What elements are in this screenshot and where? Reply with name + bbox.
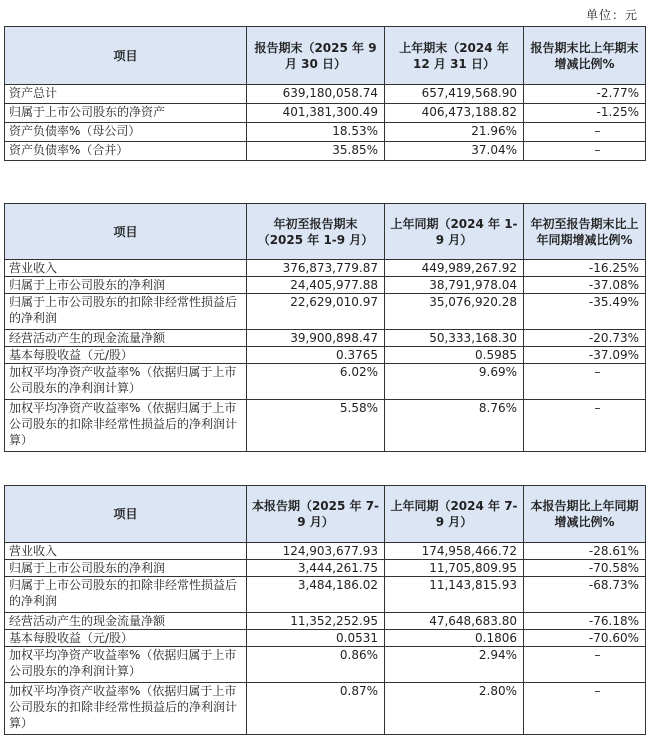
previous-value: 0.5985 — [385, 347, 524, 364]
row-label: 加权平均净资产收益率%（依据归属于上市公司股东的净利润计算） — [5, 364, 247, 400]
table-row — [5, 347, 646, 364]
header-item: 项目 — [5, 486, 247, 543]
row-label: 加权平均净资产收益率%（依据归属于上市公司股东的扣除非经常性损益后的净利润计算） — [5, 400, 247, 452]
change-value: -35.49% — [524, 294, 646, 330]
previous-value: 174,958,466.72 — [385, 543, 524, 560]
change-value: – — [524, 647, 646, 683]
table-row — [5, 630, 646, 647]
current-value: 18.53% — [247, 123, 385, 142]
header-previous: 上年同期（2024 年 1-9 月） — [385, 204, 524, 260]
previous-value: 0.1806 — [385, 630, 524, 647]
table-row — [5, 613, 646, 630]
current-value: 124,903,677.93 — [247, 543, 385, 560]
table-row — [5, 85, 646, 104]
row-label: 归属于上市公司股东的净资产 — [5, 104, 247, 123]
table-row — [5, 543, 646, 560]
balance-summary-table — [4, 26, 646, 161]
header-change: 年初至报告期末比上年同期增减比例% — [524, 204, 646, 260]
row-label: 基本每股收益（元/股） — [5, 630, 247, 647]
current-value: 0.0531 — [247, 630, 385, 647]
current-value: 3,484,186.02 — [247, 577, 385, 613]
current-value: 24,405,977.88 — [247, 277, 385, 294]
current-value: 5.58% — [247, 400, 385, 452]
unit-label: 单位：元 — [585, 8, 638, 22]
row-label: 经营活动产生的现金流量净额 — [5, 330, 247, 347]
row-label: 资产负债率%（合并） — [5, 142, 247, 161]
change-value: -68.73% — [524, 577, 646, 613]
change-value: -37.08% — [524, 277, 646, 294]
row-label: 归属于上市公司股东的净利润 — [5, 277, 247, 294]
change-value: -37.09% — [524, 347, 646, 364]
row-label: 营业收入 — [5, 543, 247, 560]
change-value: -70.60% — [524, 630, 646, 647]
current-value: 3,444,261.75 — [247, 560, 385, 577]
change-value: -70.58% — [524, 560, 646, 577]
current-value: 401,381,300.49 — [247, 104, 385, 123]
current-value: 639,180,058.74 — [247, 85, 385, 104]
ytd-performance-table — [4, 203, 646, 452]
table-row — [5, 142, 646, 161]
previous-value: 35,076,920.28 — [385, 294, 524, 330]
previous-value: 21.96% — [385, 123, 524, 142]
table-row — [5, 277, 646, 294]
previous-value: 657,419,568.90 — [385, 85, 524, 104]
row-label: 加权平均净资产收益率%（依据归属于上市公司股东的净利润计算） — [5, 647, 247, 683]
previous-value: 47,648,683.80 — [385, 613, 524, 630]
header-previous: 上年同期（2024 年 7-9 月） — [385, 486, 524, 543]
table-row — [5, 104, 646, 123]
table-row — [5, 577, 646, 613]
previous-value: 2.94% — [385, 647, 524, 683]
change-value: – — [524, 683, 646, 735]
change-value: -2.77% — [524, 85, 646, 104]
current-value: 6.02% — [247, 364, 385, 400]
change-value: -28.61% — [524, 543, 646, 560]
table-row — [5, 560, 646, 577]
previous-value: 8.76% — [385, 400, 524, 452]
header-change: 报告期末比上年期末增减比例% — [524, 27, 646, 85]
quarter-performance-table — [4, 485, 646, 735]
row-label: 资产总计 — [5, 85, 247, 104]
header-current: 年初至报告期末（2025 年 1-9 月） — [247, 204, 385, 260]
previous-value: 406,473,188.82 — [385, 104, 524, 123]
row-label: 营业收入 — [5, 260, 247, 277]
row-label: 资产负债率%（母公司） — [5, 123, 247, 142]
header-previous: 上年期末（2024 年 12 月 31 日） — [385, 27, 524, 85]
table-row — [5, 647, 646, 683]
row-label: 基本每股收益（元/股） — [5, 347, 247, 364]
row-label: 归属于上市公司股东的扣除非经常性损益后的净利润 — [5, 577, 247, 613]
current-value: 0.87% — [247, 683, 385, 735]
row-label: 归属于上市公司股东的扣除非经常性损益后的净利润 — [5, 294, 247, 330]
table-row — [5, 364, 646, 400]
previous-value: 449,989,267.92 — [385, 260, 524, 277]
header-change: 本报告期比上年同期增减比例% — [524, 486, 646, 543]
table-row — [5, 294, 646, 330]
previous-value: 11,143,815.93 — [385, 577, 524, 613]
current-value: 0.3765 — [247, 347, 385, 364]
header-current: 本报告期（2025 年 7-9 月） — [247, 486, 385, 543]
table-row — [5, 400, 646, 452]
previous-value: 9.69% — [385, 364, 524, 400]
previous-value: 50,333,168.30 — [385, 330, 524, 347]
change-value: – — [524, 400, 646, 452]
header-current: 报告期末（2025 年 9 月 30 日） — [247, 27, 385, 85]
current-value: 22,629,010.97 — [247, 294, 385, 330]
previous-value: 11,705,809.95 — [385, 560, 524, 577]
current-value: 11,352,252.95 — [247, 613, 385, 630]
previous-value: 38,791,978.04 — [385, 277, 524, 294]
change-value: – — [524, 364, 646, 400]
table-row — [5, 123, 646, 142]
change-value: -20.73% — [524, 330, 646, 347]
change-value: -76.18% — [524, 613, 646, 630]
change-value: -1.25% — [524, 104, 646, 123]
header-item: 项目 — [5, 204, 247, 260]
row-label: 归属于上市公司股东的净利润 — [5, 560, 247, 577]
previous-value: 37.04% — [385, 142, 524, 161]
current-value: 35.85% — [247, 142, 385, 161]
table-row — [5, 260, 646, 277]
change-value: – — [524, 142, 646, 161]
current-value: 39,900,898.47 — [247, 330, 385, 347]
previous-value: 2.80% — [385, 683, 524, 735]
table-row — [5, 330, 646, 347]
change-value: – — [524, 123, 646, 142]
row-label: 加权平均净资产收益率%（依据归属于上市公司股东的扣除非经常性损益后的净利润计算） — [5, 683, 247, 735]
current-value: 376,873,779.87 — [247, 260, 385, 277]
row-label: 经营活动产生的现金流量净额 — [5, 613, 247, 630]
current-value: 0.86% — [247, 647, 385, 683]
table-row — [5, 683, 646, 735]
header-item: 项目 — [5, 27, 247, 85]
change-value: -16.25% — [524, 260, 646, 277]
